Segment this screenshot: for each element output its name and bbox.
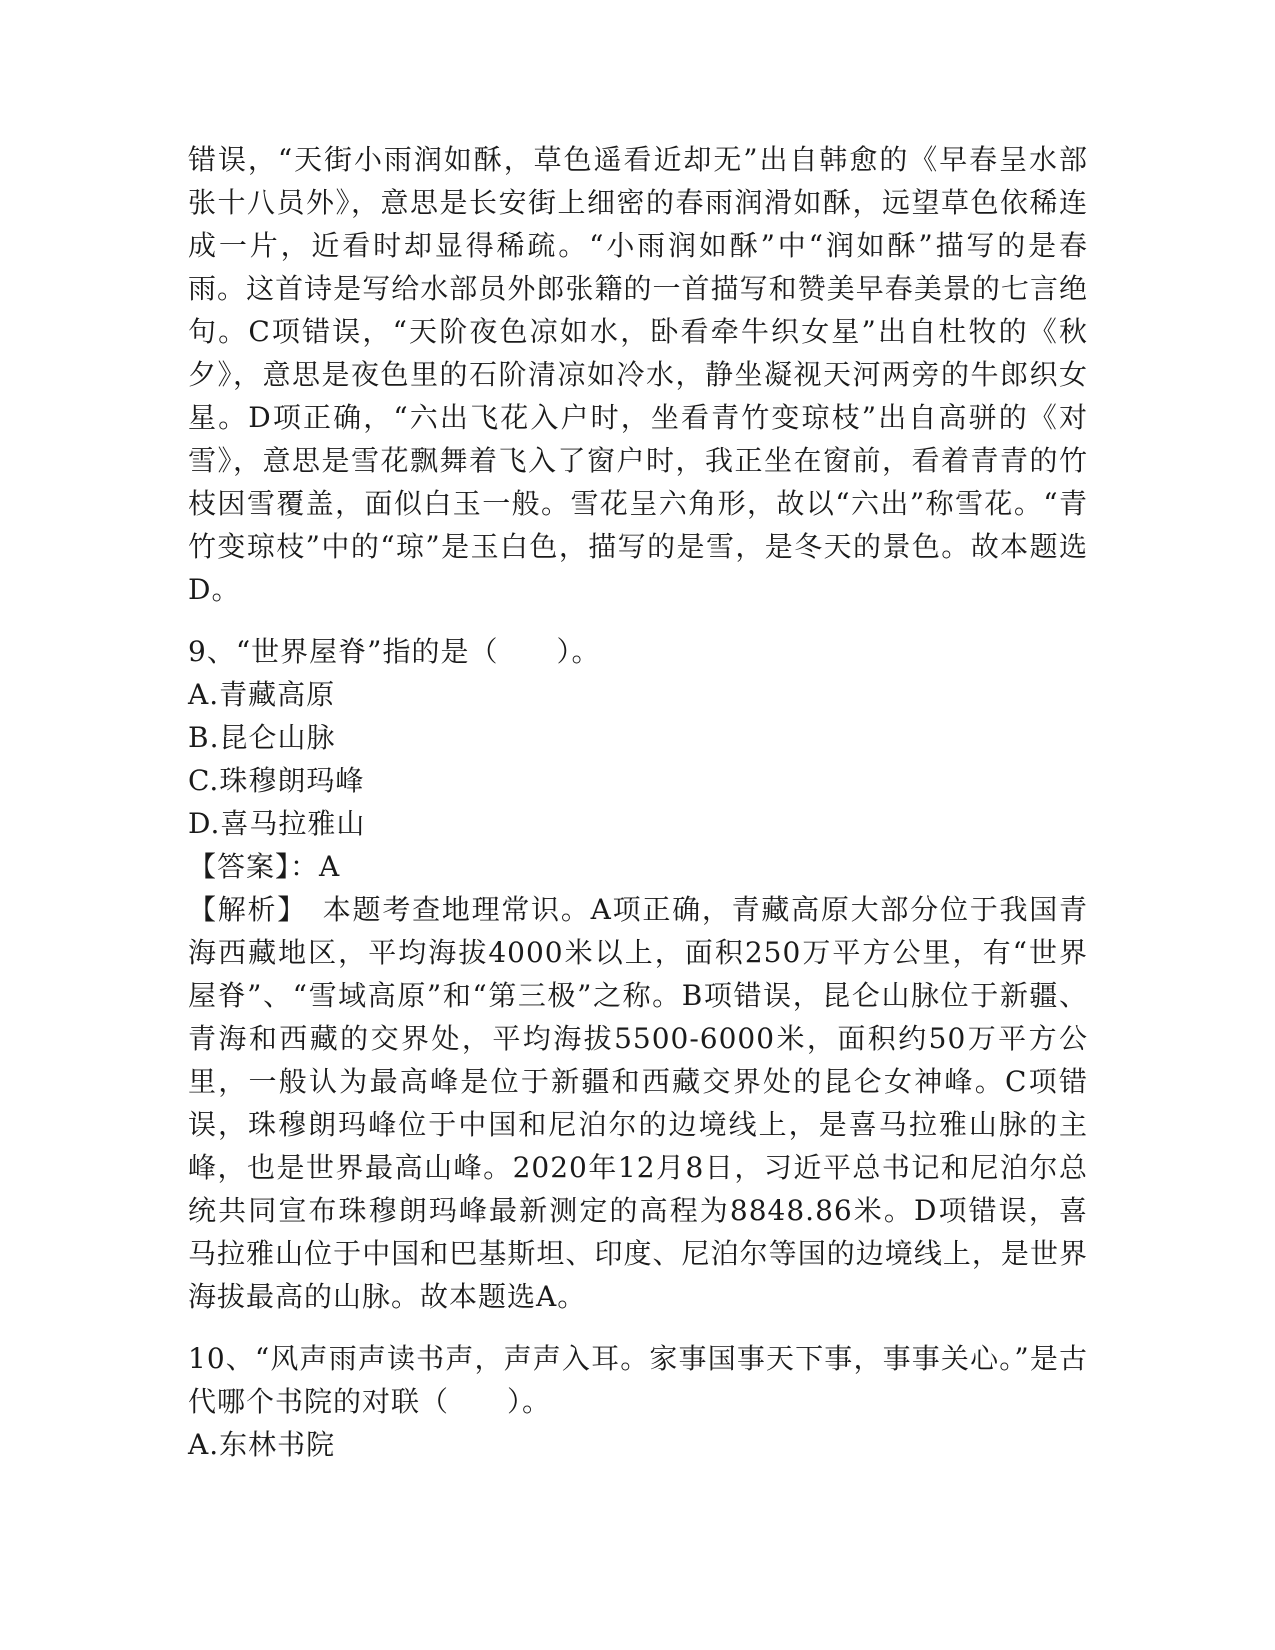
question-9-answer: 【答案】：A (188, 850, 341, 883)
document-page (188, 138, 1088, 1466)
question-10-option-a: A.东林书院 (188, 1428, 336, 1461)
question-9-analysis: 【解析】 本题考查地理常识。A项正确，青藏高原大部分位于我国青海西藏地区，平均海拔4000米以上，面积250万平方公里，有“世界屋脊”、“雪域高原”和“第三极”之称。B项错误，昆仑山脉位于新疆、青海和西藏的交界处，平均海拔5500-6000米，面积约50万平方公里，一般认为最高峰是位于新疆和西藏交界处的昆仑女神峰。C项错误，珠穆朗玛峰位于中国和尼泊尔的边境线上，是喜马拉雅山脉的主峰，也是世界最高山峰。2020年12月8日，习近平总书记和尼泊尔总统共同宣布珠穆朗玛峰最新测定的高程为8848.86米。D项错误，喜马拉雅山位于中国和巴基斯坦、印度、尼泊尔等国的边境线上，是世界海拔最高的山脉。故本题选A。 (188, 893, 1088, 1313)
question-9-option-c: C.珠穆朗玛峰 (188, 764, 365, 797)
question-10-stem: 10、“风声雨声读书声，声声入耳。家事国事天下事，事事关心。”是古代哪个书院的对联（ ）。 (188, 1342, 1088, 1418)
question-9-option-b: B.昆仑山脉 (188, 721, 336, 754)
previous-analysis-continuation: 错误，“天街小雨润如酥，草色遥看近却无”出自韩愈的《早春呈水部张十八员外》，意思是长安街上细密的春雨润滑如酥，远望草色依稀连成一片，近看时却显得稀疏。“小雨润如酥”中“润如酥”描写的是春雨。这首诗是写给水部员外郎张籍的一首描写和赞美早春美景的七言绝句。C项错误，“天阶夜色凉如水，卧看牵牛织女星”出自杜牧的《秋夕》，意思是夜色里的石阶清凉如冷水，静坐凝视天河两旁的牛郎织女星。D项正确，“六出飞花入户时，坐看青竹变琼枝”出自高骈的《对雪》，意思是雪花飘舞着飞入了窗户时，我正坐在窗前，看着青青的竹枝因雪覆盖，面似白玉一般。雪花呈六角形，故以“六出”称雪花。“青竹变琼枝”中的“琼”是玉白色，描写的是雪，是冬天的景色。故本题选D。 (188, 143, 1088, 606)
question-9-option-d: D.喜马拉雅山 (188, 807, 366, 840)
question-9-stem: 9、“世界屋脊”指的是（ ）。 (188, 635, 601, 668)
question-9-option-a: A.青藏高原 (188, 678, 336, 711)
